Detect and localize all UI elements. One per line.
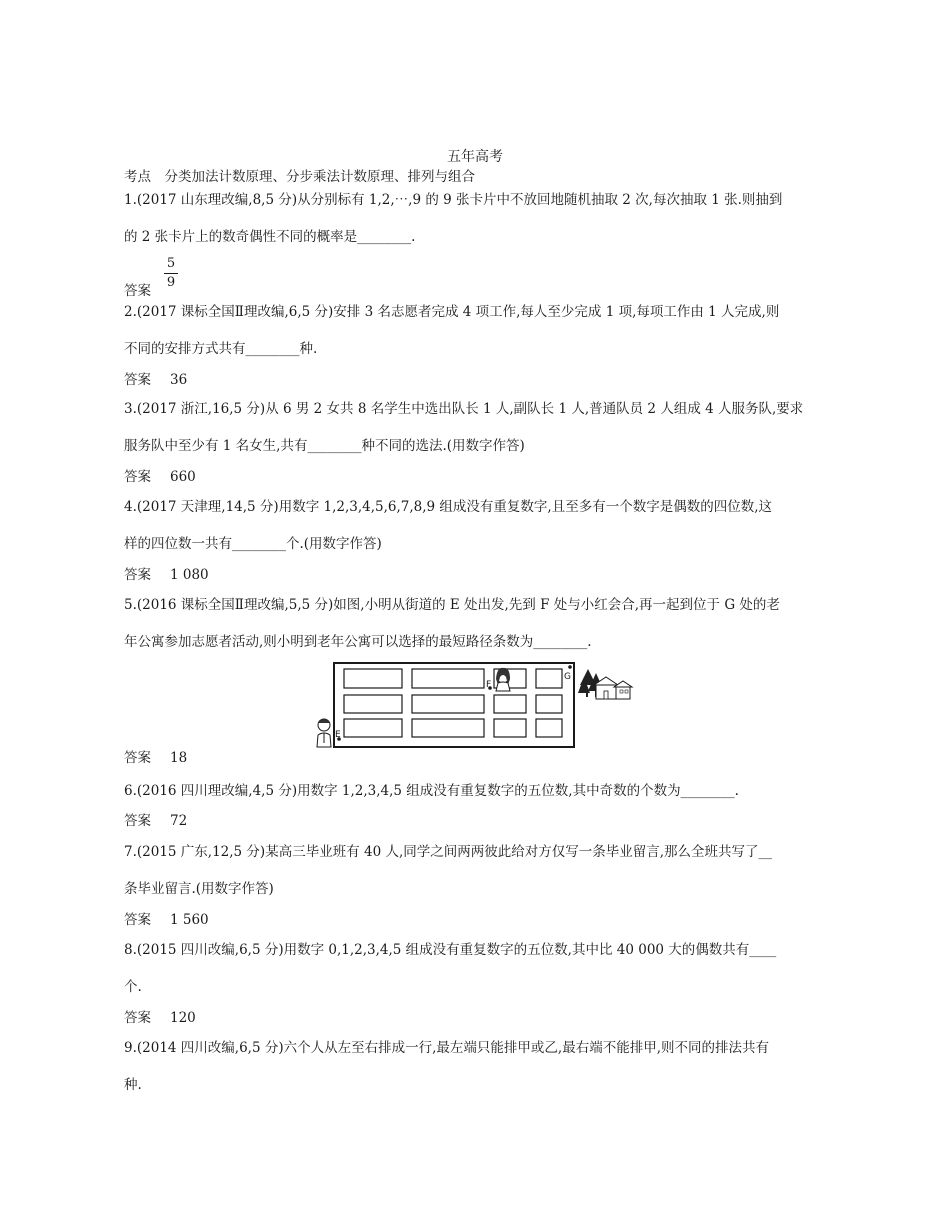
question-6-line-1: 6.(2016 四川理改编,4,5 分)用数字 1,2,3,4,5 组成没有重复数字的五位数,其中奇数的个数为________. <box>124 783 739 799</box>
city-block <box>344 719 402 737</box>
answer-3-value: 660 <box>170 469 196 485</box>
answer-4-value: 1 080 <box>170 567 209 583</box>
city-block <box>412 719 484 737</box>
point-g-dot <box>568 665 572 669</box>
answer-label: 答案 <box>124 813 151 829</box>
city-block <box>344 695 402 713</box>
answer-2 <box>124 370 187 390</box>
answer-label: 答案 <box>124 567 151 583</box>
city-block <box>344 669 402 688</box>
boy-figure-icon <box>317 719 331 747</box>
street-map-figure <box>308 655 638 751</box>
answer-label: 答案 <box>124 1010 151 1026</box>
question-5-line-1: 5.(2016 课标全国Ⅱ理改编,5,5 分)如图,小明从街道的 E 处出发,先到 F 处与小红会合,再一起到位于 G 处的老 <box>124 597 780 613</box>
answer-label: 答案 <box>124 912 151 928</box>
question-4-line-2: 样的四位数一共有________个.(用数字作答) <box>124 536 382 552</box>
answer-2-value: 36 <box>170 372 188 388</box>
answer-label: 答案 <box>124 372 151 388</box>
question-7-line-1: 7.(2015 广东,12,5 分)某高三毕业班有 40 人,同学之间两两彼此给对方仅写一条毕业留言,那么全班共写了__ <box>124 844 773 860</box>
city-block <box>536 695 562 713</box>
fraction-bar <box>164 273 178 274</box>
question-1-line-2: 的 2 张卡片上的数奇偶性不同的概率是________. <box>124 229 416 245</box>
question-5-line-2: 年公寓参加志愿者活动,则小明到老年公寓可以选择的最短路径条数为________. <box>124 634 592 650</box>
question-1-line-1: 1.(2017 山东理改编,8,5 分)从分别标有 1,2,⋯,9 的 9 张卡片中不放回地随机抽取 2 次,每次抽取 1 张.则抽到 <box>124 192 783 208</box>
answer-6 <box>124 811 187 831</box>
question-2-line-1: 2.(2017 课标全国Ⅱ理改编,6,5 分)安排 3 名志愿者完成 4 项工作,每人至少完成 1 项,每项工作由 1 人完成,则 <box>124 304 780 320</box>
answer-7-value: 1 560 <box>170 912 209 928</box>
answer-7 <box>124 910 209 930</box>
city-block <box>412 695 484 713</box>
house-icon <box>594 677 632 699</box>
question-4-line-1: 4.(2017 天津理,14,5 分)用数字 1,2,3,4,5,6,7,8,9 组成没有重复数字,且至多有一个数字是偶数的四位数,这 <box>124 499 772 515</box>
question-7-line-2: 条毕业留言.(用数字作答) <box>124 881 274 897</box>
answer-8 <box>124 1008 196 1028</box>
answer-8-value: 120 <box>170 1010 196 1026</box>
answer-1-numerator: 5 <box>166 256 176 271</box>
answer-5-value: 18 <box>170 750 188 766</box>
answer-label: 答案 <box>124 469 151 485</box>
page-title: 五年高考 <box>447 149 503 165</box>
point-e-label: E <box>335 730 341 740</box>
answer-1-fraction <box>164 256 178 291</box>
answer-1-denominator: 9 <box>166 275 176 290</box>
girl-figure-icon <box>496 668 510 691</box>
answer-3 <box>124 467 196 487</box>
section-heading: 考点 分类加法计数原理、分步乘法计数原理、排列与组合 <box>124 169 475 185</box>
city-block <box>536 719 562 737</box>
question-8-line-1: 8.(2015 四川改编,6,5 分)用数字 0,1,2,3,4,5 组成没有重复数字的五位数,其中比 40 000 大的偶数共有____ <box>124 942 777 958</box>
city-block <box>412 669 484 688</box>
question-9-line-1: 9.(2014 四川改编,6,5 分)六个人从左至右排成一行,最左端只能排甲或乙,最右端不能排甲,则不同的排法共有 <box>124 1040 769 1056</box>
answer-label: 答案 <box>124 750 151 766</box>
answer-6-value: 72 <box>170 813 188 829</box>
question-2-line-2: 不同的安排方式共有________种. <box>124 341 318 357</box>
point-g-label: G <box>564 672 571 682</box>
point-f-label: F <box>486 680 492 690</box>
question-3-line-1: 3.(2017 浙江,16,5 分)从 6 男 2 女共 8 名学生中选出队长 1 人,副队长 1 人,普通队员 2 人组成 4 人服务队,要求 <box>124 401 804 417</box>
city-block <box>494 719 526 737</box>
city-block <box>536 669 562 688</box>
answer-4 <box>124 565 209 585</box>
question-8-line-2: 个. <box>124 979 142 995</box>
city-block <box>494 695 526 713</box>
question-9-line-2: 种. <box>124 1077 142 1093</box>
answer-5 <box>124 748 187 768</box>
answer-1-label: 答案 <box>124 283 151 299</box>
question-3-line-2: 服务队中至少有 1 名女生,共有________种不同的选法.(用数字作答) <box>124 438 525 454</box>
